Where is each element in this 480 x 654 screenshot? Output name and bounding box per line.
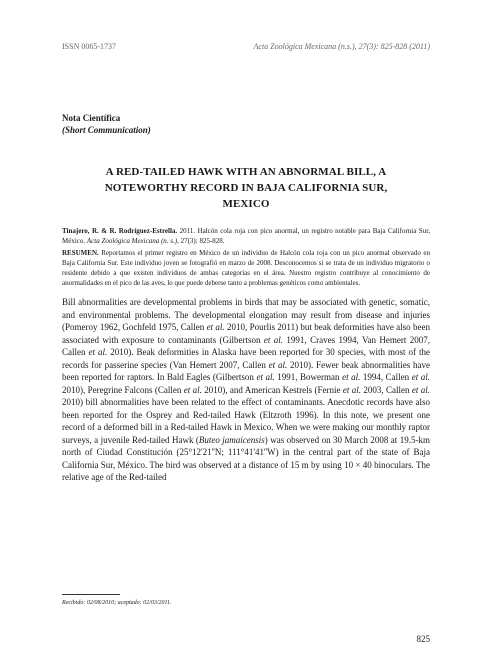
etal: et al. [88, 347, 108, 357]
etal: et al. [268, 359, 288, 370]
etal: et al. [183, 384, 202, 395]
resumen-label: RESUMEN. [62, 249, 99, 257]
citation-text-2: 27(3): 825-828. [178, 237, 225, 245]
footnote: Recibido: 02/08/2010; aceptado: 02/03/2011. [62, 600, 172, 606]
etal: et al. [206, 322, 225, 332]
body-span: Bill abnormalities are developmental problems in birds that may be associated with genetic, somatic, and environmental problems. The developmental elongation may result from disease and injuries (Pomeroy 1962, Gochfeld 1975, Callen [62, 297, 430, 332]
etal: et al. [411, 384, 430, 395]
etal: et al. [411, 372, 430, 382]
citation-authors: Tinajero, R. & R. Rodríguez-Estrella. [62, 227, 178, 235]
body-span: 2010). Fewer beak abnormalities have been reported for raptors. In Bald Eagles (Gilbertson [62, 359, 430, 382]
journal-citation-header: Acta Zoológica Mexicana (n.s.), 27(3): 825-828 (2011) [253, 42, 430, 51]
body-span: 2010) bill abnormalities have been related to the effect of contaminants. Anecdotic records have also been reported for the Osprey and Red-tailed Hawk (Eltzroth 1996). In this note, we present one record of a deformed bill in a Red-tailed Hawk in Mexico. When we were making our monthly raptor surveys, a juvenile Red-tailed Hawk ( [62, 397, 430, 445]
footnote-divider [62, 594, 120, 595]
citation [62, 226, 430, 246]
article-title [62, 164, 430, 212]
body-span: 2010), and American Kestrels (Fernie [201, 384, 343, 395]
body-span: 2010). Beak deformities in Alaska have been reported for 30 species, with most of the records for passerine species (Van Hemert 2007, Callen [62, 347, 430, 370]
resumen-text: Reportamos el primer registro en México de un individuo de Halcón cola roja con un pico anormal observado en Baja California Sur. Este individuo joven se fotografió en marzo de 2008. Desconocemos si se trata de un individuo migratorio o residente debido a que existen individuos de ambas categorías en el área. Nuestro registro contribuye al conocimiento de anormalidades en el pico de las aves, lo que puede deberse tanto a problemas genéticos como ambientales. [62, 249, 430, 287]
species-name: Buteo jamaicensis [198, 434, 265, 445]
etal: et al. [263, 334, 284, 345]
etal: et al. [342, 372, 361, 382]
title-line-2: NOTEWORTHY RECORD IN BAJA CALIFORNIA SUR, [104, 182, 388, 194]
body-span: 2010), Peregrine Falcons (Callen [62, 384, 184, 395]
note-type-es: Nota Científica [62, 113, 121, 123]
body-span: 2010, Pourlis 2011) but beak deformities have also been associated with exposure to contaminants (Gilbertson [62, 322, 430, 345]
note-type-en: (Short Communication) [62, 125, 151, 135]
body-span: ) was observed on 30 March 2008 at 19.5-km north of Ciudad Constitución (25°12'21''N; 111°41'41''W) in the central part of the state of Baja California Sur, México. The bird was observed at a distance of 15 m by using 10 × 40 binoculars. The relative age of the Red-tailed [62, 434, 430, 482]
body-span: 2003, Callen [360, 384, 412, 395]
body-span: 1994, Callen [360, 372, 412, 382]
citation-journal: Acta Zoológica Mexicana (n. s.), [86, 237, 179, 245]
page-number: 825 [416, 634, 430, 644]
note-type [62, 112, 151, 136]
citation-text-1: 2011. Halcón cola roja con pico anormal, un registro notable para Baja California Sur, México. [62, 227, 430, 245]
body-span: 1991, Bowerman [274, 372, 343, 382]
issn: ISSN 0065-1737 [62, 42, 117, 51]
body-span: 1991, Craves 1994, Van Hemert 2007, Callen [62, 334, 431, 357]
body-paragraph [62, 296, 430, 484]
etal: et al. [342, 384, 361, 395]
etal: et al. [256, 372, 275, 382]
title-line-3: MEXICO [222, 198, 270, 210]
title-line-1: A RED-TAILED HAWK WITH AN ABNORMAL BILL, A [105, 166, 387, 178]
resumen [62, 248, 430, 288]
